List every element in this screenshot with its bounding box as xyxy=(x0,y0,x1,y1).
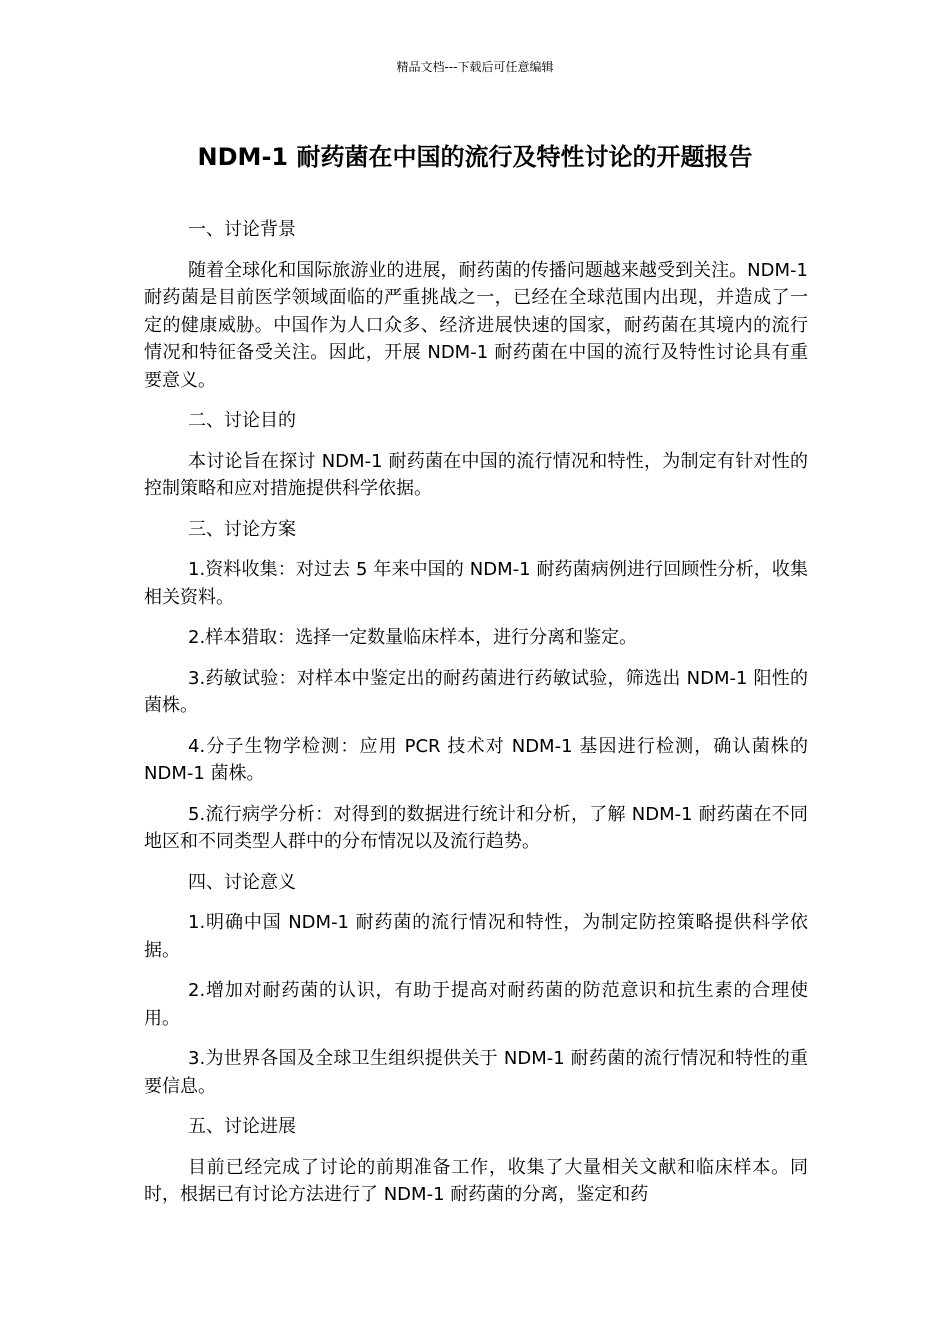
paragraph-purpose: 本讨论旨在探讨 NDM-1 耐药菌在中国的流行情况和特性，为制定有针对性的控制策略和应对措施提供科学依据。 xyxy=(144,450,808,499)
paragraph-background: 随着全球化和国际旅游业的进展，耐药菌的传播问题越来越受到关注。NDM-1 耐药菌是目前医学领域面临的严重挑战之一，已经在全球范围内出现，并造成了一定的健康威胁。中国作为人口众多、经济进展快速的国家，耐药菌在其境内的流行情况和特征备受关注。因此，开展 NDM-1 耐药菌在中国的流行及特性讨论具有重要意义。 xyxy=(144,259,808,391)
significance-item-3: 3.为世界各国及全球卫生组织提供关于 NDM-1 耐药菌的流行情况和特性的重要信息。 xyxy=(144,1048,808,1097)
paragraph-progress: 目前已经完成了讨论的前期准备工作，收集了大量相关文献和临床样本。同时，根据已有讨论方法进行了 NDM-1 耐药菌的分离，鉴定和药 xyxy=(144,1156,808,1205)
plan-item-5: 5.流行病学分析：对得到的数据进行统计和分析，了解 NDM-1 耐药菌在不同地区和不同类型人群中的分布情况以及流行趋势。 xyxy=(144,803,808,852)
section-heading-significance: 四、讨论意义 xyxy=(188,871,296,893)
plan-item-4: 4.分子生物学检测：应用 PCR 技术对 NDM-1 基因进行检测，确认菌株的 NDM-1 菌株。 xyxy=(144,735,808,784)
document-body xyxy=(144,216,808,1222)
plan-item-3: 3.药敏试验：对样本中鉴定出的耐药菌进行药敏试验，筛选出 NDM-1 阳性的菌株。 xyxy=(144,667,808,716)
significance-item-2: 2.增加对耐药菌的认识，有助于提高对耐药菌的防范意识和抗生素的合理使用。 xyxy=(144,980,808,1029)
header-note: 精品文档---下载后可任意编辑 xyxy=(396,60,554,74)
document-title: NDM-1 耐药菌在中国的流行及特性讨论的开题报告 xyxy=(197,143,753,171)
section-heading-purpose: 二、讨论目的 xyxy=(188,410,296,431)
plan-item-2: 2.样本猎取：选择一定数量临床样本，进行分离和鉴定。 xyxy=(188,627,638,648)
section-heading-background: 一、讨论背景 xyxy=(188,219,296,240)
section-heading-progress: 五、讨论进展 xyxy=(188,1116,296,1137)
significance-item-1: 1.明确中国 NDM-1 耐药菌的流行情况和特性，为制定防控策略提供科学依据。 xyxy=(144,912,808,961)
plan-item-1: 1.资料收集：对过去 5 年来中国的 NDM-1 耐药菌病例进行回顾性分析，收集相关资料。 xyxy=(144,559,808,608)
section-heading-plan: 三、讨论方案 xyxy=(188,518,296,540)
